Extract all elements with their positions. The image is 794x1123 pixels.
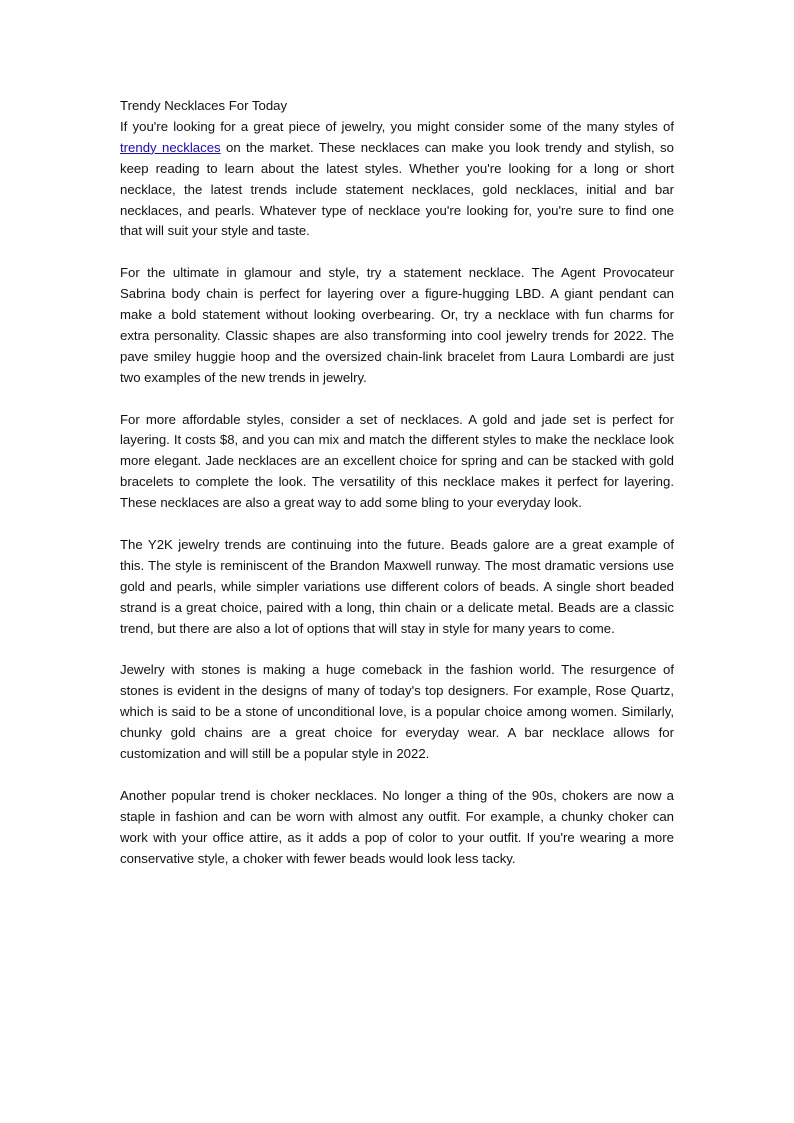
paragraph-stones: Jewelry with stones is making a huge comeback in the fashion world. The resurgence of stones is evident in the designs of many of today's top designers. For example, Rose Quartz, which is said to be a stone of unconditional love, is a popular choice among women. Similarly, chunky gold chains are a great choice for everyday wear. A bar necklace allows for customization and will still be a popular style in 2022.: [120, 662, 674, 762]
intro-paragraph: [120, 117, 674, 242]
paragraph-statement-necklaces: For the ultimate in glamour and style, try a statement necklace. The Agent Provocateur Sabrina body chain is perfect for layering over a figure-hugging LBD. A giant pendant can make a bold statement without looking overbearing. Or, try a necklace with fun charms for extra personality. Classic shapes are also transforming into cool jewelry trends for 2022. The pave smiley huggie hoop and the oversized chain-link bracelet from Laura Lombardi are just two examples of the new trends in jewelry.: [120, 265, 674, 385]
document-title: Trendy Necklaces For Today: [120, 98, 288, 113]
paragraph-affordable-sets: For more affordable styles, consider a set of necklaces. A gold and jade set is perfect for layering. It costs $8, and you can mix and match the different styles to make the necklace look more elegant. Jade necklaces are an excellent choice for spring and can be stacked with gold bracelets to complete the look. The versatility of this necklace makes it perfect for layering. These necklaces are also a great way to add some bling to your everyday look.: [120, 411, 674, 511]
paragraph-chokers: Another popular trend is choker necklaces. No longer a thing of the 90s, chokers are now a staple in fashion and can be worn with almost any outfit. For example, a chunky choker can work with your office attire, as it adds a pop of color to your outfit. If you're wearing a more conservative style, a choker with fewer beads would look less tacky.: [120, 787, 674, 866]
paragraph-y2k-beads: The Y2K jewelry trends are continuing into the future. Beads galore are a great example of this. The style is reminiscent of the Brandon Maxwell runway. The most dramatic versions use gold and pearls, while simpler variations use different colors of beads. A single short beaded strand is a great choice, paired with a long, thin chain or a delicate metal. Beads are a classic trend, but there are also a lot of options that will stay in style for many years to come.: [120, 536, 674, 636]
intro-text-before-link: If you're looking for a great piece of jewelry, you might consider some of the many styles of: [120, 118, 674, 134]
trendy-necklaces-link[interactable]: trendy necklaces: [120, 139, 221, 155]
intro-text-after-link: on the market. These necklaces can make you look trendy and stylish, so keep reading to learn about the latest styles. Whether you're looking for a long or short necklace, the latest trends include statement necklaces, gold necklaces, initial and bar necklaces, and pearls. Whatever type of necklace you're looking for, you're sure to find one that will suit your style and taste.: [120, 139, 674, 239]
document-body: [120, 96, 674, 890]
